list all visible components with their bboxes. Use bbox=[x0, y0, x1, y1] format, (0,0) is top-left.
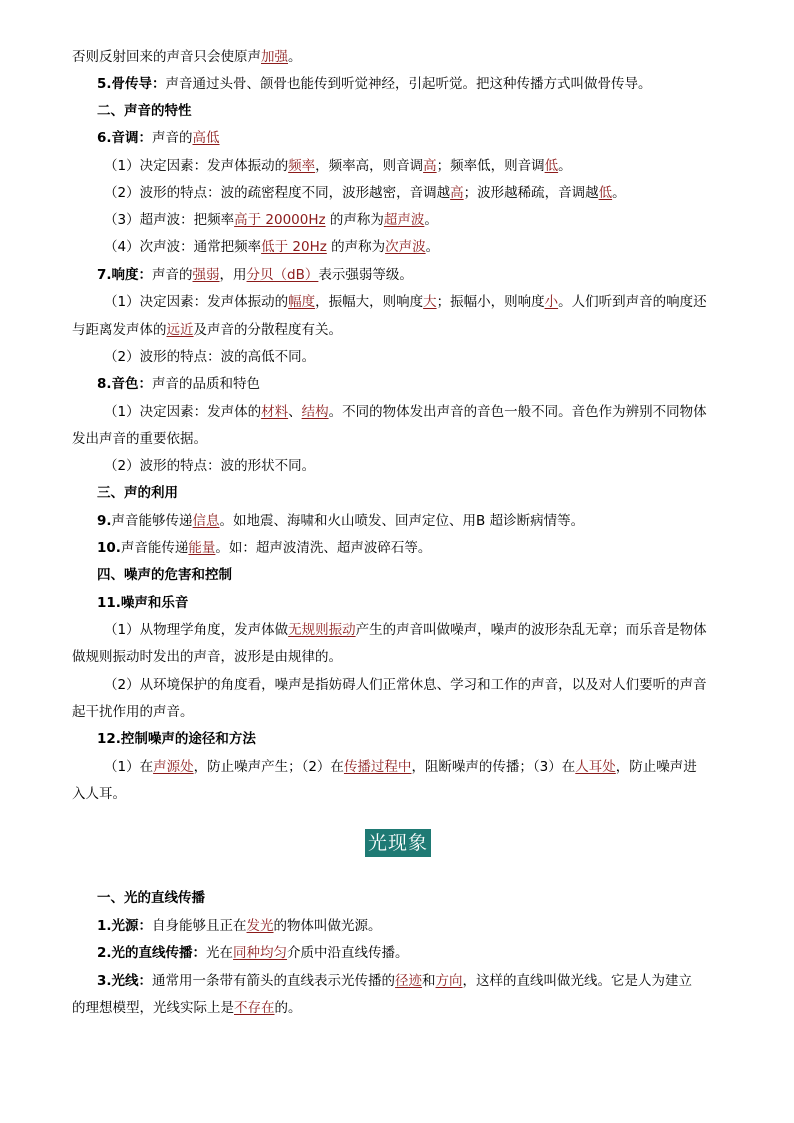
text-line: （1）从物理学角度，发声体做无规则振动产生的声音叫做噪声，噪声的波形杂乱无章；而乐音是物体 bbox=[104, 622, 707, 638]
text-line: （1）在声源处，防止噪声产生；（2）在传播过程中，阻断噪声的传播；（3）在人耳处，防止噪声进 bbox=[104, 759, 697, 775]
subsection-heading: 12.控制噪声的途径和方法 bbox=[97, 731, 256, 747]
text-line: 1.光源：自身能够且正在发光的物体叫做光源。 bbox=[97, 918, 382, 934]
section-heading: 二、声音的特性 bbox=[97, 103, 192, 119]
section-heading: 三、声的利用 bbox=[97, 485, 178, 501]
section-heading: 四、噪声的危害和控制 bbox=[97, 567, 232, 583]
text-line: 否则反射回来的声音只会使原声加强。 bbox=[72, 49, 302, 65]
text-line: 7.响度：声音的强弱，用分贝（dB）表示强弱等级。 bbox=[97, 267, 413, 283]
text-line: （2）波形的特点：波的高低不同。 bbox=[104, 349, 316, 365]
text-line: 10.声音能传递能量。如：超声波清洗、超声波碎石等。 bbox=[97, 540, 432, 556]
text-line: 5.骨传导：声音通过头骨、颌骨也能传到听觉神经，引起听觉。把这种传播方式叫做骨传导。 bbox=[97, 76, 652, 92]
text-line: （1）决定因素：发声体振动的频率，频率高，则音调高；频率低，则音调低。 bbox=[104, 158, 572, 174]
text-line: （2）从环境保护的角度看，噪声是指妨碍人们正常休息、学习和工作的声音，以及对人们要听的声音 bbox=[104, 677, 707, 693]
text-line: 的理想模型，光线实际上是不存在的。 bbox=[72, 1000, 302, 1016]
text-line: （2）波形的特点：波的疏密程度不同，波形越密，音调越高；波形越稀疏，音调越低。 bbox=[104, 185, 626, 201]
text-line: （2）波形的特点：波的形状不同。 bbox=[104, 458, 316, 474]
text-line: 入人耳。 bbox=[72, 786, 126, 802]
text-line: 3.光线：通常用一条带有箭头的直线表示光传播的径迹和方向，这样的直线叫做光线。它是人为建立 bbox=[97, 973, 693, 989]
text-line: （4）次声波：通常把频率低于 20Hz 的声称为次声波。 bbox=[104, 239, 440, 255]
text-line: 做规则振动时发出的声音，波形是由规律的。 bbox=[72, 649, 342, 665]
text-line: 发出声音的重要依据。 bbox=[72, 431, 207, 447]
chapter-title: 光现象 bbox=[365, 829, 431, 857]
text-line: （3）超声波：把频率高于 20000Hz 的声称为超声波。 bbox=[104, 212, 438, 228]
text-line: 2.光的直线传播：光在同种均匀介质中沿直线传播。 bbox=[97, 945, 409, 961]
text-line: 6.音调：声音的高低 bbox=[97, 130, 220, 146]
text-line: （1）决定因素：发声体振动的幅度，振幅大，则响度大；振幅小，则响度小。人们听到声音的响度还 bbox=[104, 294, 707, 310]
section-heading: 一、光的直线传播 bbox=[97, 890, 205, 906]
text-line: 起干扰作用的声音。 bbox=[72, 704, 194, 720]
text-line: （1）决定因素：发声体的材料、结构。不同的物体发出声音的音色一般不同。音色作为辨别不同物体 bbox=[104, 404, 707, 420]
text-line: 9.声音能够传递信息。如地震、海啸和火山喷发、回声定位、用B 超诊断病情等。 bbox=[97, 513, 585, 529]
subsection-heading: 11.噪声和乐音 bbox=[97, 595, 189, 611]
text-line: 与距离发声体的远近及声音的分散程度有关。 bbox=[72, 322, 342, 338]
text-line: 8.音色：声音的品质和特色 bbox=[97, 376, 261, 392]
